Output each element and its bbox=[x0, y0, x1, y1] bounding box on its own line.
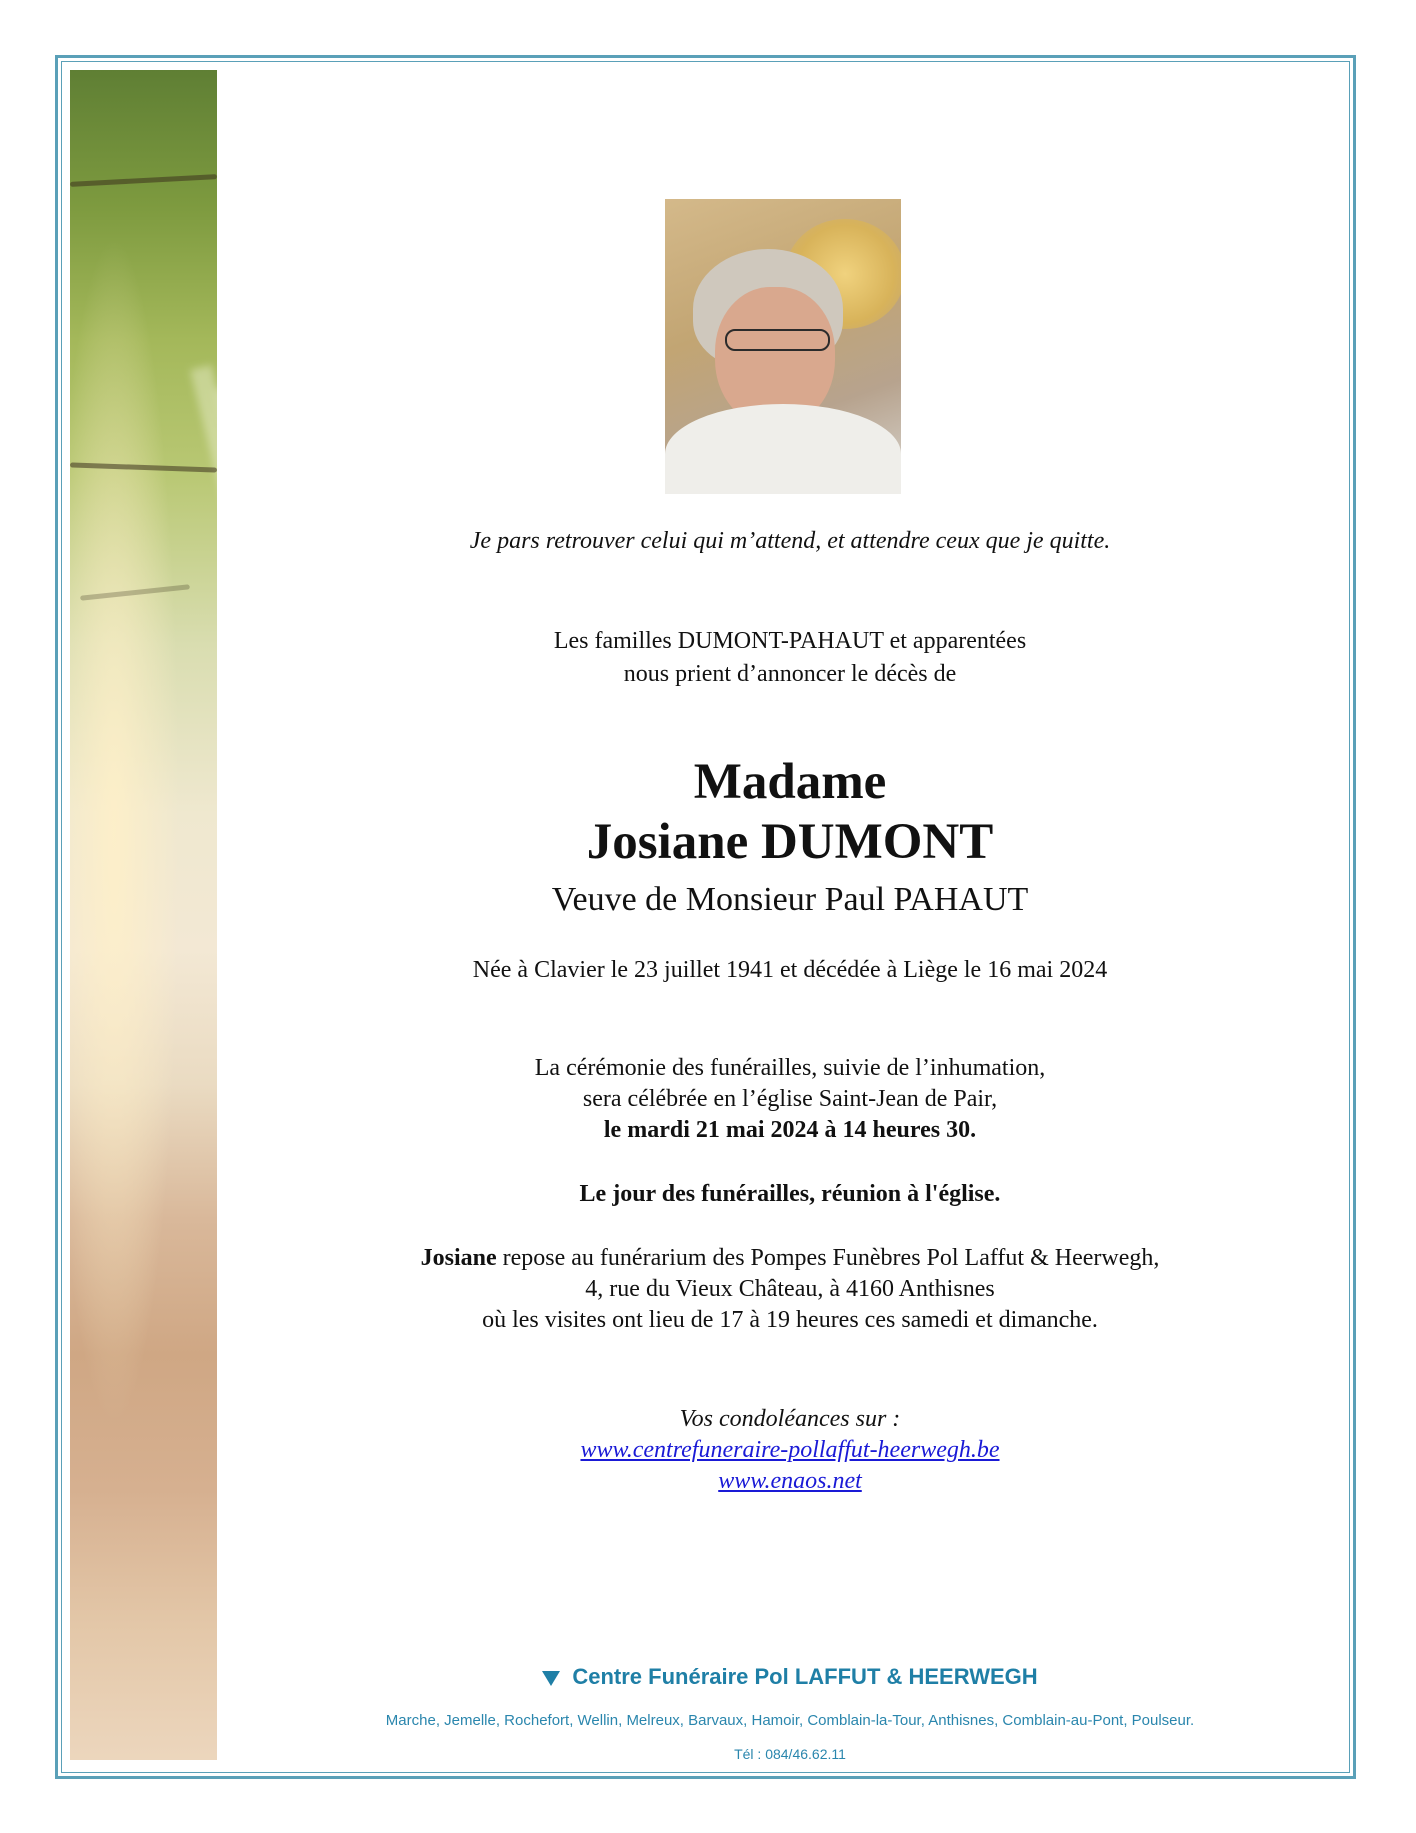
birth-death-dates: Née à Clavier le 23 juillet 1941 et décédée à Liège le 16 mai 2024 bbox=[472, 957, 1108, 983]
deceased-heading bbox=[240, 752, 1340, 872]
repose-visiting-hours: où les visites ont lieu de 17 à 19 heures ces samedi et dimanche. bbox=[482, 1307, 1098, 1333]
repose-info bbox=[240, 1243, 1340, 1336]
widow-of-line: Veuve de Monsieur Paul PAHAUT bbox=[551, 881, 1029, 918]
ceremony-date-time: le mardi 21 mai 2024 à 14 heures 30. bbox=[603, 1117, 977, 1143]
repose-first-name: Josiane bbox=[420, 1245, 497, 1271]
deceased-title: Madame bbox=[693, 754, 887, 810]
footer-company bbox=[240, 1664, 1340, 1690]
footer-phone: Tél : 084/46.62.11 bbox=[734, 1746, 846, 1762]
family-announcement bbox=[240, 625, 1340, 691]
gathering-note: Le jour des funérailles, réunion à l'église. bbox=[579, 1181, 1001, 1207]
condolences-link-enaos[interactable]: www.enaos.net bbox=[718, 1468, 862, 1494]
repose-line-1-text: repose au funérarium des Pompes Funèbres Pol Laffut & Heerwegh, bbox=[496, 1245, 1160, 1271]
repose-address: 4, rue du Vieux Château, à 4160 Anthisnes bbox=[585, 1276, 995, 1302]
triangle-down-icon bbox=[542, 1671, 560, 1686]
epitaph-quote: Je pars retrouver celui qui m’attend, et attendre ceux que je quitte. bbox=[469, 528, 1111, 554]
forest-path-sunrays-image bbox=[70, 70, 217, 1760]
footer-towns: Marche, Jemelle, Rochefort, Wellin, Melreux, Barvaux, Hamoir, Comblain-la-Tour, Anthisnes, Comblain-au-Pont, Poulseur. bbox=[385, 1712, 1195, 1729]
family-line-2: nous prient d’annoncer le décès de bbox=[623, 661, 957, 687]
deceased-name: Josiane DUMONT bbox=[586, 814, 994, 870]
family-line-1: Les familles DUMONT-PAHAUT et apparentées bbox=[553, 628, 1027, 654]
condolences-link-centrefuneraire[interactable]: www.centrefuneraire-pollaffut-heerwegh.be bbox=[580, 1437, 1000, 1463]
ceremony-line-1: La cérémonie des funérailles, suivie de l’inhumation, bbox=[534, 1055, 1046, 1081]
condolences-label: Vos condoléances sur : bbox=[679, 1406, 901, 1432]
repose-line-1 bbox=[240, 1243, 1340, 1274]
ceremony-info bbox=[240, 1053, 1340, 1146]
condolences-section bbox=[240, 1404, 1340, 1497]
ceremony-line-2: sera célébrée en l’église Saint-Jean de Pair, bbox=[582, 1086, 998, 1112]
portrait-photo bbox=[665, 199, 901, 494]
footer-company-name: Centre Funéraire Pol LAFFUT & HEERWEGH bbox=[572, 1664, 1038, 1689]
